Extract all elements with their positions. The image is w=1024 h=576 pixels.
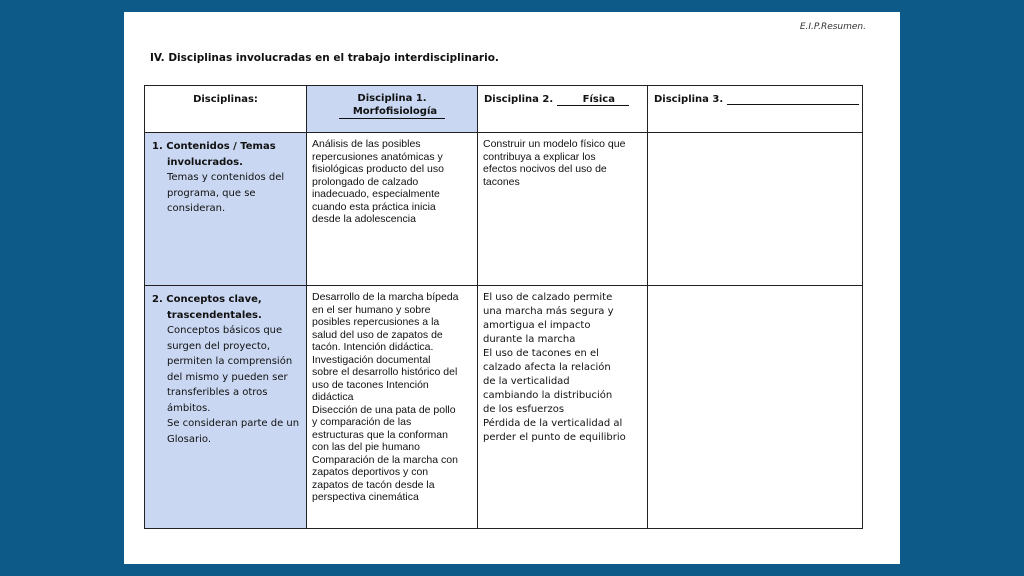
disciplines-table [144,85,863,529]
disciplina-3-blank [727,94,859,105]
disciplina-2-name: Física [557,94,629,106]
section-title: IV. Disciplinas involucradas en el trabajo interdisciplinario. [150,52,499,64]
cell-conceptos-disciplina-1: Desarrollo de la marcha bípeda en el ser humano y sobre posibles repercusiones a la salud del uso de zapatos de tacón. Intención didáctica. Investigación documental sobre el desarrollo histórico del uso de tacones Intención didáctica Disección de una pata de pollo y comparación de las estructuras que la conforman con las del pie humano Comparación de la marcha con zapatos deportivos y con zapatos de tacón desde la perspectiva cinemática [307,286,478,529]
header-tag: E.I.P.Resumen. [799,22,866,32]
table-row [145,133,863,286]
row-category-contenidos: 1. Contenidos / Temas involucrados. Temas y contenidos del programa, que se consideran. [145,133,307,286]
table-header-row [145,86,863,133]
header-disciplinas: Disciplinas: [145,86,307,133]
document-page [124,12,900,564]
cell-contenidos-disciplina-3 [648,133,863,286]
cell-conceptos-disciplina-3 [648,286,863,529]
cell-contenidos-disciplina-2: Construir un modelo físico que contribuya a explicar los efectos nocivos del uso de tacones [478,133,648,286]
header-disciplina-1: Disciplina 1. Morfofisiología [307,86,478,133]
header-disciplina-3: Disciplina 3. [648,86,863,133]
row-category-conceptos: 2. Conceptos clave, trascendentales. Conceptos básicos que surgen del proyecto, permiten la comprensión del mismo y pueden ser transferibles a otros ámbitos. Se consideran parte de un Glosario. [145,286,307,529]
header-disciplina-2: Disciplina 2. Física [478,86,648,133]
cell-contenidos-disciplina-1: Análisis de las posibles repercusiones anatómicas y fisiológicas producto del uso prolongado de calzado inadecuado, especialmente cuando esta práctica inicia desde la adolescencia [307,133,478,286]
disciplina-1-name: Morfofisiología [339,105,445,119]
table-row [145,286,863,529]
cell-conceptos-disciplina-2: El uso de calzado permite una marcha más segura y amortigua el impacto durante la marcha El uso de tacones en el calzado afecta la relación de la verticalidad cambiando la distribución de los esfuerzos Pérdida de la verticalidad al perder el punto de equilibrio [478,286,648,529]
